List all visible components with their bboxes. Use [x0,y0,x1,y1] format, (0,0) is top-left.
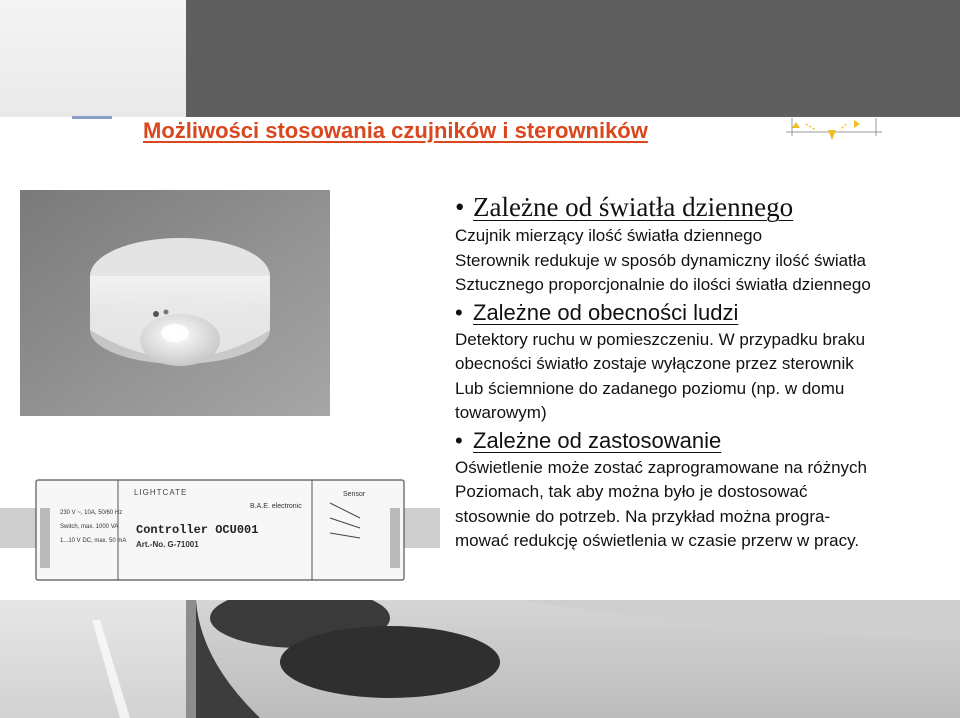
controller-spec-1: 230 V ~, 10A, 50/60 Hz [60,510,123,516]
text-line: Oświetlenie może zostać zaprogramowane na różnych [455,457,867,477]
section-heading-presence: • Zależne od obecności ludzi [455,298,960,328]
controller-name: Controller OCU001 [136,523,259,537]
controller-spec-2: Switch, max. 1000 VA [60,524,119,530]
controller-brand: LIGHTCATE [134,488,188,497]
text-line: Sztucznego proporcjonalnie do ilości światła dziennego [455,275,871,294]
ceiling-sensor-photo [20,190,330,416]
top-banner [186,0,960,117]
text-line: Detektory ruchu w pomieszczeniu. W przypadku braku [455,329,866,349]
page-title: Możliwości stosowania czujników i sterowników [143,118,648,143]
controller-maker: B.A.E. electronic [250,503,302,510]
content-block [455,190,960,570]
text-line: Lub ściemnione do zadanego poziomu (np. w domu [455,378,845,398]
section-heading-application: • Zależne od zastosowanie [455,426,960,456]
controller-art-number: Art.-No. G-71001 [136,540,199,549]
text-line: Sterownik redukuje w sposób dynamiczny ilość światła [455,250,867,270]
text-line: Czujnik mierzący ilość światła dziennego [455,226,763,245]
shadow-decoration [0,600,960,718]
bullet-icon: • [455,192,465,222]
bullet-icon: • [455,299,463,325]
bullet-icon: • [455,427,463,453]
section-heading-daylight: • Zależne od światła dziennego [455,192,794,222]
top-left-panel [0,0,186,117]
text-line: Poziomach, tak aby można było je dostosować [455,482,808,501]
bottom-photo-strip [0,600,960,718]
text-line: towarowym) [455,403,547,422]
text-line: mować redukcję oświetlenia w czasie przerw w pracy. [455,531,860,550]
text-line: obecności światło zostaje wyłączone przez sterownik [455,354,854,373]
sensor-diagram-icon [786,116,882,148]
title-accent-mark [72,116,112,119]
controller-sensor-label: Sensor [343,491,366,498]
controller-spec-3: 1...10 V DC, max. 50 mA [60,538,127,544]
text-line: stosownie do potrzeb. Na przykład można progra- [455,506,831,526]
